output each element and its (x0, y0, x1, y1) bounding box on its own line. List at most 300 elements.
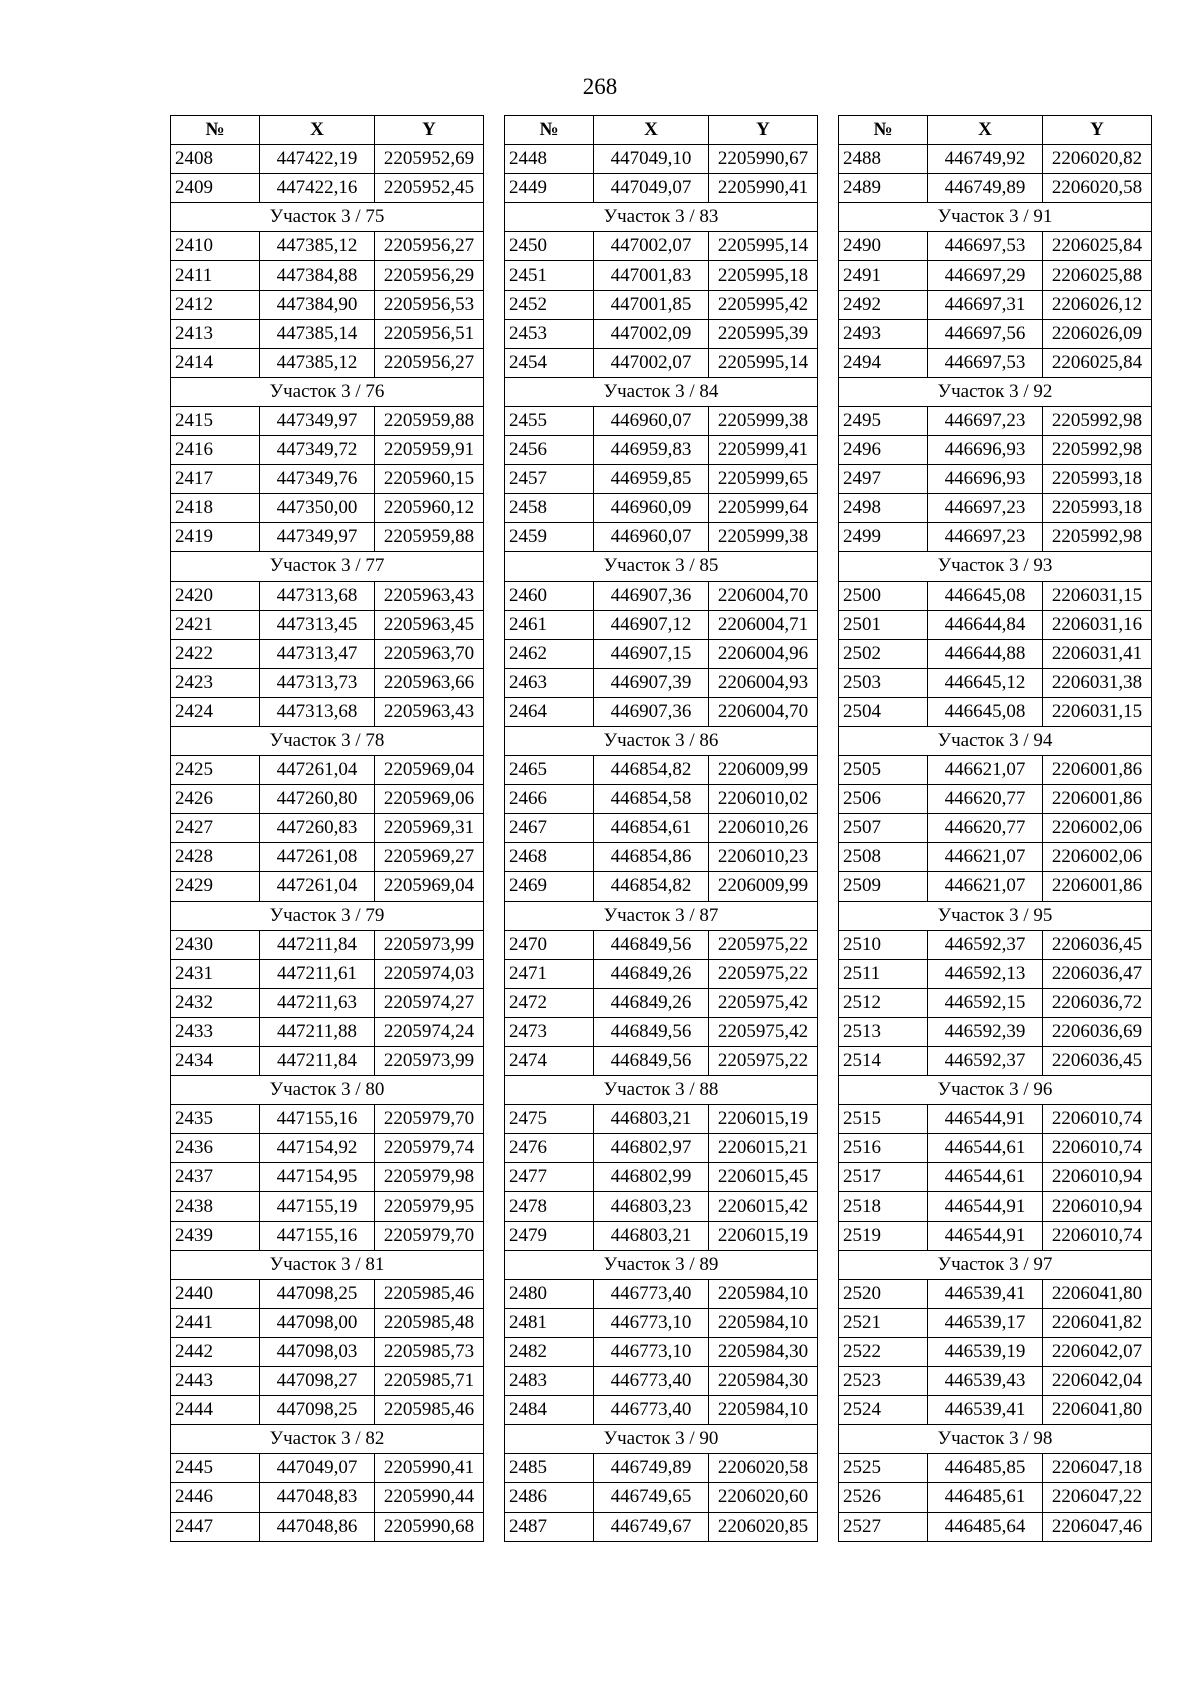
table-row (171, 1134, 484, 1163)
x-coordinate-cell: 447211,63 (260, 988, 375, 1017)
table-row (839, 814, 1152, 843)
y-coordinate-cell: 2205959,88 (375, 523, 484, 552)
x-coordinate-cell: 447313,45 (260, 610, 375, 639)
x-coordinate-cell: 446697,56 (928, 319, 1043, 348)
point-number-cell: 2430 (171, 930, 260, 959)
point-number-cell: 2522 (839, 1337, 928, 1366)
point-number-cell: 2519 (839, 1221, 928, 1250)
x-coordinate-cell: 447349,72 (260, 436, 375, 465)
point-number-cell: 2411 (171, 261, 260, 290)
x-coordinate-cell: 446854,61 (594, 814, 709, 843)
point-number-cell: 2426 (171, 785, 260, 814)
point-number-cell: 2433 (171, 1017, 260, 1046)
section-title: Участок 3 / 79 (171, 901, 484, 930)
table-row (505, 494, 818, 523)
x-coordinate-cell: 446696,93 (928, 465, 1043, 494)
y-coordinate-cell: 2206010,74 (1043, 1221, 1152, 1250)
point-number-cell: 2491 (839, 261, 928, 290)
table-row (505, 843, 818, 872)
table-row (171, 523, 484, 552)
y-coordinate-cell: 2206020,82 (1043, 145, 1152, 174)
section-title: Участок 3 / 83 (505, 203, 818, 232)
section-row (505, 1425, 818, 1454)
x-coordinate-cell: 447098,25 (260, 1279, 375, 1308)
y-coordinate-cell: 2206015,19 (709, 1221, 818, 1250)
table-row (505, 1105, 818, 1134)
table-row (505, 348, 818, 377)
section-title: Участок 3 / 95 (839, 901, 1152, 930)
y-coordinate-cell: 2205956,53 (375, 290, 484, 319)
table-row (171, 1396, 484, 1425)
point-number-cell: 2417 (171, 465, 260, 494)
x-coordinate-cell: 446644,84 (928, 610, 1043, 639)
point-number-cell: 2452 (505, 290, 594, 319)
x-coordinate-cell: 447002,09 (594, 319, 709, 348)
table-row (839, 1308, 1152, 1337)
table-row (171, 610, 484, 639)
point-number-cell: 2423 (171, 668, 260, 697)
point-number-cell: 2483 (505, 1367, 594, 1396)
x-coordinate-cell: 446544,61 (928, 1134, 1043, 1163)
point-number-cell: 2444 (171, 1396, 260, 1425)
table-row (505, 465, 818, 494)
section-row (839, 552, 1152, 581)
table-row (839, 523, 1152, 552)
table-row (171, 1192, 484, 1221)
table-row (839, 1105, 1152, 1134)
table-row (171, 988, 484, 1017)
point-number-cell: 2515 (839, 1105, 928, 1134)
point-number-cell: 2443 (171, 1367, 260, 1396)
header-y: Y (709, 116, 818, 145)
y-coordinate-cell: 2206010,74 (1043, 1105, 1152, 1134)
y-coordinate-cell: 2206042,07 (1043, 1337, 1152, 1366)
y-coordinate-cell: 2206031,16 (1043, 610, 1152, 639)
x-coordinate-cell: 447260,83 (260, 814, 375, 843)
section-row (505, 377, 818, 406)
section-title: Участок 3 / 84 (505, 377, 818, 406)
x-coordinate-cell: 446849,26 (594, 988, 709, 1017)
table-row (505, 814, 818, 843)
x-coordinate-cell: 446697,53 (928, 348, 1043, 377)
x-coordinate-cell: 447048,86 (260, 1512, 375, 1541)
x-coordinate-cell: 446539,43 (928, 1367, 1043, 1396)
section-row (839, 1076, 1152, 1105)
point-number-cell: 2471 (505, 959, 594, 988)
y-coordinate-cell: 2205993,18 (1043, 465, 1152, 494)
y-coordinate-cell: 2206036,47 (1043, 959, 1152, 988)
header-number: № (839, 116, 928, 145)
table-row (839, 261, 1152, 290)
x-coordinate-cell: 447313,68 (260, 581, 375, 610)
x-coordinate-cell: 446696,93 (928, 436, 1043, 465)
point-number-cell: 2527 (839, 1512, 928, 1541)
header-number: № (171, 116, 260, 145)
point-number-cell: 2496 (839, 436, 928, 465)
x-coordinate-cell: 447098,00 (260, 1308, 375, 1337)
table-row (839, 1367, 1152, 1396)
x-coordinate-cell: 446849,56 (594, 1047, 709, 1076)
point-number-cell: 2484 (505, 1396, 594, 1425)
x-coordinate-cell: 446749,92 (928, 145, 1043, 174)
point-number-cell: 2517 (839, 1163, 928, 1192)
table-row (505, 1221, 818, 1250)
point-number-cell: 2486 (505, 1483, 594, 1512)
point-number-cell: 2437 (171, 1163, 260, 1192)
point-number-cell: 2480 (505, 1279, 594, 1308)
y-coordinate-cell: 2206026,12 (1043, 290, 1152, 319)
point-number-cell: 2524 (839, 1396, 928, 1425)
point-number-cell: 2431 (171, 959, 260, 988)
x-coordinate-cell: 446544,61 (928, 1163, 1043, 1192)
table-row (171, 843, 484, 872)
header-number: № (505, 116, 594, 145)
y-coordinate-cell: 2205969,04 (375, 872, 484, 901)
table-row (839, 145, 1152, 174)
header-y: Y (1043, 116, 1152, 145)
table-row (171, 319, 484, 348)
point-number-cell: 2468 (505, 843, 594, 872)
point-number-cell: 2460 (505, 581, 594, 610)
x-coordinate-cell: 446749,65 (594, 1483, 709, 1512)
point-number-cell: 2507 (839, 814, 928, 843)
table-row (171, 406, 484, 435)
table-row (171, 756, 484, 785)
y-coordinate-cell: 2206025,84 (1043, 348, 1152, 377)
x-coordinate-cell: 447049,10 (594, 145, 709, 174)
point-number-cell: 2506 (839, 785, 928, 814)
point-number-cell: 2466 (505, 785, 594, 814)
x-coordinate-cell: 446592,37 (928, 930, 1043, 959)
section-title: Участок 3 / 98 (839, 1425, 1152, 1454)
table-row (839, 1047, 1152, 1076)
x-coordinate-cell: 446854,82 (594, 872, 709, 901)
point-number-cell: 2464 (505, 697, 594, 726)
table-row (839, 406, 1152, 435)
table-row (505, 756, 818, 785)
y-coordinate-cell: 2206041,80 (1043, 1279, 1152, 1308)
table-row (171, 1337, 484, 1366)
section-title: Участок 3 / 81 (171, 1250, 484, 1279)
point-number-cell: 2523 (839, 1367, 928, 1396)
y-coordinate-cell: 2206010,94 (1043, 1163, 1152, 1192)
x-coordinate-cell: 446773,40 (594, 1279, 709, 1308)
y-coordinate-cell: 2205995,14 (709, 232, 818, 261)
point-number-cell: 2493 (839, 319, 928, 348)
x-coordinate-cell: 447349,97 (260, 406, 375, 435)
section-row (839, 901, 1152, 930)
table-row (839, 639, 1152, 668)
point-number-cell: 2461 (505, 610, 594, 639)
point-number-cell: 2520 (839, 1279, 928, 1308)
x-coordinate-cell: 446485,85 (928, 1454, 1043, 1483)
y-coordinate-cell: 2205963,43 (375, 581, 484, 610)
x-coordinate-cell: 447261,04 (260, 872, 375, 901)
table-row (505, 290, 818, 319)
x-coordinate-cell: 446697,23 (928, 406, 1043, 435)
section-title: Участок 3 / 82 (171, 1425, 484, 1454)
y-coordinate-cell: 2206031,38 (1043, 668, 1152, 697)
y-coordinate-cell: 2206031,15 (1043, 697, 1152, 726)
y-coordinate-cell: 2206020,60 (709, 1483, 818, 1512)
table-row (505, 785, 818, 814)
table-row (171, 232, 484, 261)
point-number-cell: 2416 (171, 436, 260, 465)
table-row (171, 697, 484, 726)
section-row (505, 1076, 818, 1105)
x-coordinate-cell: 446773,10 (594, 1308, 709, 1337)
point-number-cell: 2418 (171, 494, 260, 523)
y-coordinate-cell: 2206001,86 (1043, 756, 1152, 785)
x-coordinate-cell: 446960,07 (594, 406, 709, 435)
point-number-cell: 2448 (505, 145, 594, 174)
y-coordinate-cell: 2206009,99 (709, 756, 818, 785)
x-coordinate-cell: 447422,16 (260, 174, 375, 203)
y-coordinate-cell: 2205992,98 (1043, 406, 1152, 435)
y-coordinate-cell: 2205984,10 (709, 1396, 818, 1425)
table-row (839, 1396, 1152, 1425)
point-number-cell: 2503 (839, 668, 928, 697)
x-coordinate-cell: 447049,07 (594, 174, 709, 203)
x-coordinate-cell: 447002,07 (594, 348, 709, 377)
section-row (839, 1425, 1152, 1454)
point-number-cell: 2501 (839, 610, 928, 639)
x-coordinate-cell: 447211,88 (260, 1017, 375, 1046)
y-coordinate-cell: 2205985,46 (375, 1279, 484, 1308)
point-number-cell: 2514 (839, 1047, 928, 1076)
y-coordinate-cell: 2205974,03 (375, 959, 484, 988)
table-row (839, 756, 1152, 785)
y-coordinate-cell: 2206025,84 (1043, 232, 1152, 261)
point-number-cell: 2511 (839, 959, 928, 988)
table-row (839, 290, 1152, 319)
x-coordinate-cell: 446697,23 (928, 494, 1043, 523)
y-coordinate-cell: 2205984,10 (709, 1308, 818, 1337)
x-coordinate-cell: 447049,07 (260, 1454, 375, 1483)
point-number-cell: 2463 (505, 668, 594, 697)
point-number-cell: 2494 (839, 348, 928, 377)
x-coordinate-cell: 446803,21 (594, 1221, 709, 1250)
table-row (839, 174, 1152, 203)
point-number-cell: 2476 (505, 1134, 594, 1163)
table-row (839, 1192, 1152, 1221)
point-number-cell: 2516 (839, 1134, 928, 1163)
table-row (171, 1454, 484, 1483)
x-coordinate-cell: 446544,91 (928, 1221, 1043, 1250)
table-row (839, 319, 1152, 348)
y-coordinate-cell: 2205956,27 (375, 348, 484, 377)
x-coordinate-cell: 446697,29 (928, 261, 1043, 290)
point-number-cell: 2521 (839, 1308, 928, 1337)
table-row (505, 959, 818, 988)
table-row (839, 348, 1152, 377)
section-row (171, 1425, 484, 1454)
x-coordinate-cell: 447422,19 (260, 145, 375, 174)
x-coordinate-cell: 447349,76 (260, 465, 375, 494)
x-coordinate-cell: 447211,61 (260, 959, 375, 988)
table-row (839, 1337, 1152, 1366)
point-number-cell: 2415 (171, 406, 260, 435)
x-coordinate-cell: 446773,40 (594, 1396, 709, 1425)
point-number-cell: 2457 (505, 465, 594, 494)
y-coordinate-cell: 2206031,15 (1043, 581, 1152, 610)
point-number-cell: 2510 (839, 930, 928, 959)
x-coordinate-cell: 446960,07 (594, 523, 709, 552)
y-coordinate-cell: 2205975,22 (709, 930, 818, 959)
x-coordinate-cell: 446907,36 (594, 581, 709, 610)
header-y: Y (375, 116, 484, 145)
table-row (505, 988, 818, 1017)
y-coordinate-cell: 2205995,42 (709, 290, 818, 319)
point-number-cell: 2482 (505, 1337, 594, 1366)
y-coordinate-cell: 2205999,38 (709, 523, 818, 552)
table-row (171, 1163, 484, 1192)
y-coordinate-cell: 2205979,74 (375, 1134, 484, 1163)
table-row (171, 1047, 484, 1076)
point-number-cell: 2410 (171, 232, 260, 261)
table-row (171, 261, 484, 290)
point-number-cell: 2428 (171, 843, 260, 872)
y-coordinate-cell: 2205963,43 (375, 697, 484, 726)
point-number-cell: 2414 (171, 348, 260, 377)
x-coordinate-cell: 446592,37 (928, 1047, 1043, 1076)
section-row (505, 552, 818, 581)
table-row (171, 930, 484, 959)
table-row (505, 406, 818, 435)
table-row (171, 290, 484, 319)
x-coordinate-cell: 447154,95 (260, 1163, 375, 1192)
table-row (171, 145, 484, 174)
x-coordinate-cell: 447002,07 (594, 232, 709, 261)
x-coordinate-cell: 447155,16 (260, 1105, 375, 1134)
x-coordinate-cell: 446959,83 (594, 436, 709, 465)
y-coordinate-cell: 2205963,70 (375, 639, 484, 668)
header-x: X (594, 116, 709, 145)
y-coordinate-cell: 2206047,22 (1043, 1483, 1152, 1512)
y-coordinate-cell: 2205956,29 (375, 261, 484, 290)
y-coordinate-cell: 2205979,70 (375, 1221, 484, 1250)
y-coordinate-cell: 2205999,41 (709, 436, 818, 465)
y-coordinate-cell: 2205985,48 (375, 1308, 484, 1337)
table-row (839, 610, 1152, 639)
section-title: Участок 3 / 93 (839, 552, 1152, 581)
point-number-cell: 2441 (171, 1308, 260, 1337)
table-row (505, 436, 818, 465)
table-row (839, 494, 1152, 523)
y-coordinate-cell: 2205969,06 (375, 785, 484, 814)
x-coordinate-cell: 447313,47 (260, 639, 375, 668)
section-row (505, 203, 818, 232)
table-row (171, 1512, 484, 1541)
y-coordinate-cell: 2205999,65 (709, 465, 818, 494)
x-coordinate-cell: 446802,97 (594, 1134, 709, 1163)
y-coordinate-cell: 2206047,18 (1043, 1454, 1152, 1483)
y-coordinate-cell: 2205963,66 (375, 668, 484, 697)
table-row (171, 639, 484, 668)
point-number-cell: 2439 (171, 1221, 260, 1250)
point-number-cell: 2492 (839, 290, 928, 319)
section-title: Участок 3 / 90 (505, 1425, 818, 1454)
x-coordinate-cell: 446620,77 (928, 814, 1043, 843)
point-number-cell: 2412 (171, 290, 260, 319)
table-row (505, 523, 818, 552)
x-coordinate-cell: 446644,88 (928, 639, 1043, 668)
y-coordinate-cell: 2205985,73 (375, 1337, 484, 1366)
y-coordinate-cell: 2205990,44 (375, 1483, 484, 1512)
point-number-cell: 2498 (839, 494, 928, 523)
point-number-cell: 2513 (839, 1017, 928, 1046)
point-number-cell: 2432 (171, 988, 260, 1017)
point-number-cell: 2413 (171, 319, 260, 348)
y-coordinate-cell: 2206041,82 (1043, 1308, 1152, 1337)
table-row (171, 668, 484, 697)
point-number-cell: 2467 (505, 814, 594, 843)
table-row (171, 174, 484, 203)
y-coordinate-cell: 2205956,51 (375, 319, 484, 348)
y-coordinate-cell: 2205975,42 (709, 988, 818, 1017)
table-row (839, 959, 1152, 988)
y-coordinate-cell: 2205979,95 (375, 1192, 484, 1221)
y-coordinate-cell: 2206002,06 (1043, 843, 1152, 872)
table-row (171, 959, 484, 988)
section-title: Участок 3 / 76 (171, 377, 484, 406)
point-number-cell: 2526 (839, 1483, 928, 1512)
table-row (839, 785, 1152, 814)
section-row (505, 726, 818, 755)
y-coordinate-cell: 2206004,71 (709, 610, 818, 639)
x-coordinate-cell: 446803,23 (594, 1192, 709, 1221)
y-coordinate-cell: 2206004,93 (709, 668, 818, 697)
x-coordinate-cell: 446803,21 (594, 1105, 709, 1134)
x-coordinate-cell: 446620,77 (928, 785, 1043, 814)
x-coordinate-cell: 447385,12 (260, 232, 375, 261)
x-coordinate-cell: 446849,56 (594, 1017, 709, 1046)
y-coordinate-cell: 2206026,09 (1043, 319, 1152, 348)
point-number-cell: 2469 (505, 872, 594, 901)
point-number-cell: 2489 (839, 174, 928, 203)
y-coordinate-cell: 2205984,10 (709, 1279, 818, 1308)
table-row (171, 814, 484, 843)
y-coordinate-cell: 2205952,45 (375, 174, 484, 203)
y-coordinate-cell: 2205990,68 (375, 1512, 484, 1541)
point-number-cell: 2419 (171, 523, 260, 552)
table-row (171, 581, 484, 610)
x-coordinate-cell: 447001,85 (594, 290, 709, 319)
table-row (171, 348, 484, 377)
x-coordinate-cell: 446802,99 (594, 1163, 709, 1192)
x-coordinate-cell: 446697,31 (928, 290, 1043, 319)
y-coordinate-cell: 2206015,42 (709, 1192, 818, 1221)
table-row (839, 668, 1152, 697)
section-title: Участок 3 / 89 (505, 1250, 818, 1279)
section-title: Участок 3 / 96 (839, 1076, 1152, 1105)
x-coordinate-cell: 446544,91 (928, 1105, 1043, 1134)
point-number-cell: 2453 (505, 319, 594, 348)
x-coordinate-cell: 447261,08 (260, 843, 375, 872)
table-row (171, 785, 484, 814)
x-coordinate-cell: 446645,08 (928, 581, 1043, 610)
x-coordinate-cell: 446907,36 (594, 697, 709, 726)
y-coordinate-cell: 2205992,98 (1043, 436, 1152, 465)
point-number-cell: 2421 (171, 610, 260, 639)
section-title: Участок 3 / 86 (505, 726, 818, 755)
y-coordinate-cell: 2206004,70 (709, 697, 818, 726)
y-coordinate-cell: 2205999,38 (709, 406, 818, 435)
table-row (505, 261, 818, 290)
table-row (171, 1367, 484, 1396)
point-number-cell: 2487 (505, 1512, 594, 1541)
x-coordinate-cell: 446854,82 (594, 756, 709, 785)
